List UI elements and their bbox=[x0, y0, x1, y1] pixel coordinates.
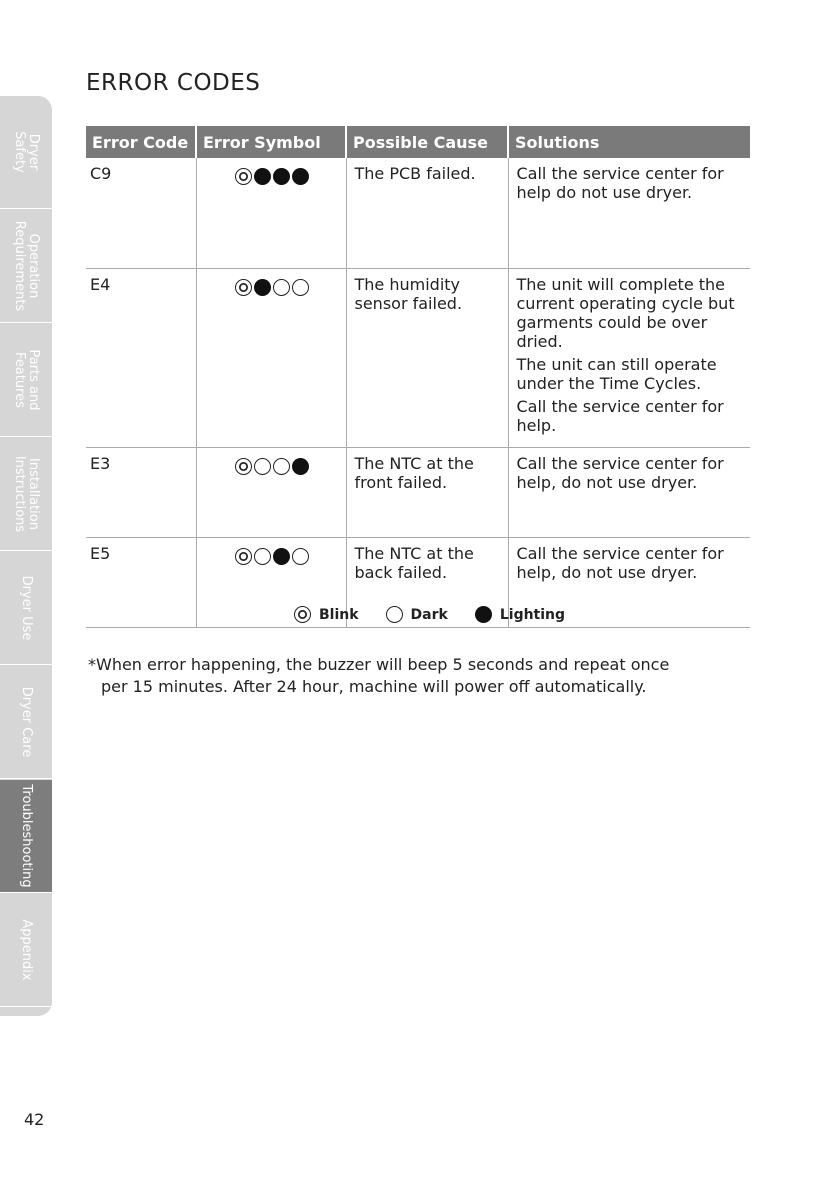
solutions-cell bbox=[508, 158, 750, 268]
tab-label: Dryer Care bbox=[19, 686, 34, 758]
indicator-light-icon bbox=[254, 458, 271, 475]
table-row bbox=[86, 447, 750, 537]
tab-label: Dryer Use bbox=[19, 575, 34, 641]
legend-item-blink bbox=[293, 606, 359, 623]
tab-dryer-safety[interactable] bbox=[0, 96, 52, 209]
solutions-cell bbox=[508, 447, 750, 537]
section-tabs bbox=[0, 96, 52, 1016]
indicator-light-icon bbox=[273, 168, 290, 185]
error-code-cell: E5 bbox=[86, 537, 196, 627]
indicator-light-icon bbox=[292, 168, 309, 185]
table-row bbox=[86, 158, 750, 268]
error-code-cell: C9 bbox=[86, 158, 196, 268]
indicator-light-icon bbox=[235, 548, 252, 565]
header-solutions: Solutions bbox=[508, 126, 750, 158]
note-line: per 15 minutes. After 24 hour, machine will power off automatically. bbox=[101, 677, 647, 696]
error-codes-table bbox=[86, 126, 750, 628]
tab-dryer-care[interactable] bbox=[0, 666, 52, 779]
indicator-light-icon bbox=[292, 279, 309, 296]
indicator-light-icon bbox=[292, 548, 309, 565]
indicator-light-icon bbox=[273, 458, 290, 475]
possible-cause-cell: The PCB failed. bbox=[346, 158, 508, 268]
legend-item-dark bbox=[385, 606, 448, 623]
legend-label: Lighting bbox=[499, 606, 566, 623]
blink-indicator-icon bbox=[294, 606, 311, 623]
solution-text: The unit can still operate under the Time Cycles. bbox=[516, 354, 717, 393]
table-header-row bbox=[86, 126, 750, 158]
tab-troubleshooting[interactable] bbox=[0, 780, 52, 893]
possible-cause-cell: The NTC at the back failed. bbox=[346, 537, 508, 627]
indicator-light-icon bbox=[254, 168, 271, 185]
solution-text: Call the service center for help. bbox=[516, 396, 724, 435]
legend-item-lighting bbox=[474, 606, 565, 623]
header-possible-cause: Possible Cause bbox=[346, 126, 508, 158]
indicator-light-icon bbox=[273, 548, 290, 565]
tab-label: Appendix bbox=[19, 919, 34, 981]
indicator-light-icon bbox=[235, 279, 252, 296]
symbol-legend bbox=[293, 606, 591, 623]
indicator-light-icon bbox=[235, 168, 252, 185]
solution-text: Call the service center for help, do not use dryer. bbox=[516, 543, 724, 582]
tab-label: Dryer Safety bbox=[12, 131, 41, 173]
lighting-indicator-icon bbox=[475, 606, 492, 623]
indicator-light-icon bbox=[292, 458, 309, 475]
page-title: ERROR CODES bbox=[86, 70, 261, 96]
tab-label: Troubleshooting bbox=[19, 784, 34, 888]
header-error-symbol: Error Symbol bbox=[196, 126, 346, 158]
solution-text: Call the service center for help, do not use dryer. bbox=[516, 453, 724, 492]
tab-parts-and-features[interactable] bbox=[0, 324, 52, 437]
indicator-light-icon bbox=[254, 279, 271, 296]
error-symbol-cell bbox=[196, 158, 346, 268]
tab-label: Installation Instructions bbox=[12, 455, 41, 533]
tab-operation-requirements[interactable] bbox=[0, 210, 52, 323]
note-line: *When error happening, the buzzer will beep 5 seconds and repeat once bbox=[88, 655, 670, 674]
tab-appendix[interactable] bbox=[0, 894, 52, 1007]
indicator-light-icon bbox=[235, 458, 252, 475]
tab-label: Operation Requirements bbox=[12, 220, 41, 312]
tab-label: Parts and Features bbox=[12, 349, 41, 411]
indicator-light-icon bbox=[273, 279, 290, 296]
error-code-cell: E3 bbox=[86, 447, 196, 537]
tab-dryer-use[interactable] bbox=[0, 552, 52, 665]
solution-text: The unit will complete the current operating cycle but garments could be over dried. bbox=[516, 274, 735, 351]
error-symbol-cell bbox=[196, 268, 346, 447]
indicator-light-icon bbox=[254, 548, 271, 565]
possible-cause-cell: The NTC at the front failed. bbox=[346, 447, 508, 537]
legend-label: Blink bbox=[319, 606, 359, 623]
tab-installation-instructions[interactable] bbox=[0, 438, 52, 551]
solution-text: Call the service center for help do not use dryer. bbox=[516, 164, 724, 202]
error-code-cell: E4 bbox=[86, 268, 196, 447]
solutions-cell bbox=[508, 268, 750, 447]
possible-cause-cell: The humidity sensor failed. bbox=[346, 268, 508, 447]
table-row bbox=[86, 268, 750, 447]
error-symbol-cell bbox=[196, 447, 346, 537]
legend-label: Dark bbox=[410, 606, 448, 623]
dark-indicator-icon bbox=[386, 606, 403, 623]
page-number: 42 bbox=[24, 1110, 45, 1129]
header-error-code: Error Code bbox=[86, 126, 196, 158]
buzzer-note bbox=[88, 654, 758, 698]
